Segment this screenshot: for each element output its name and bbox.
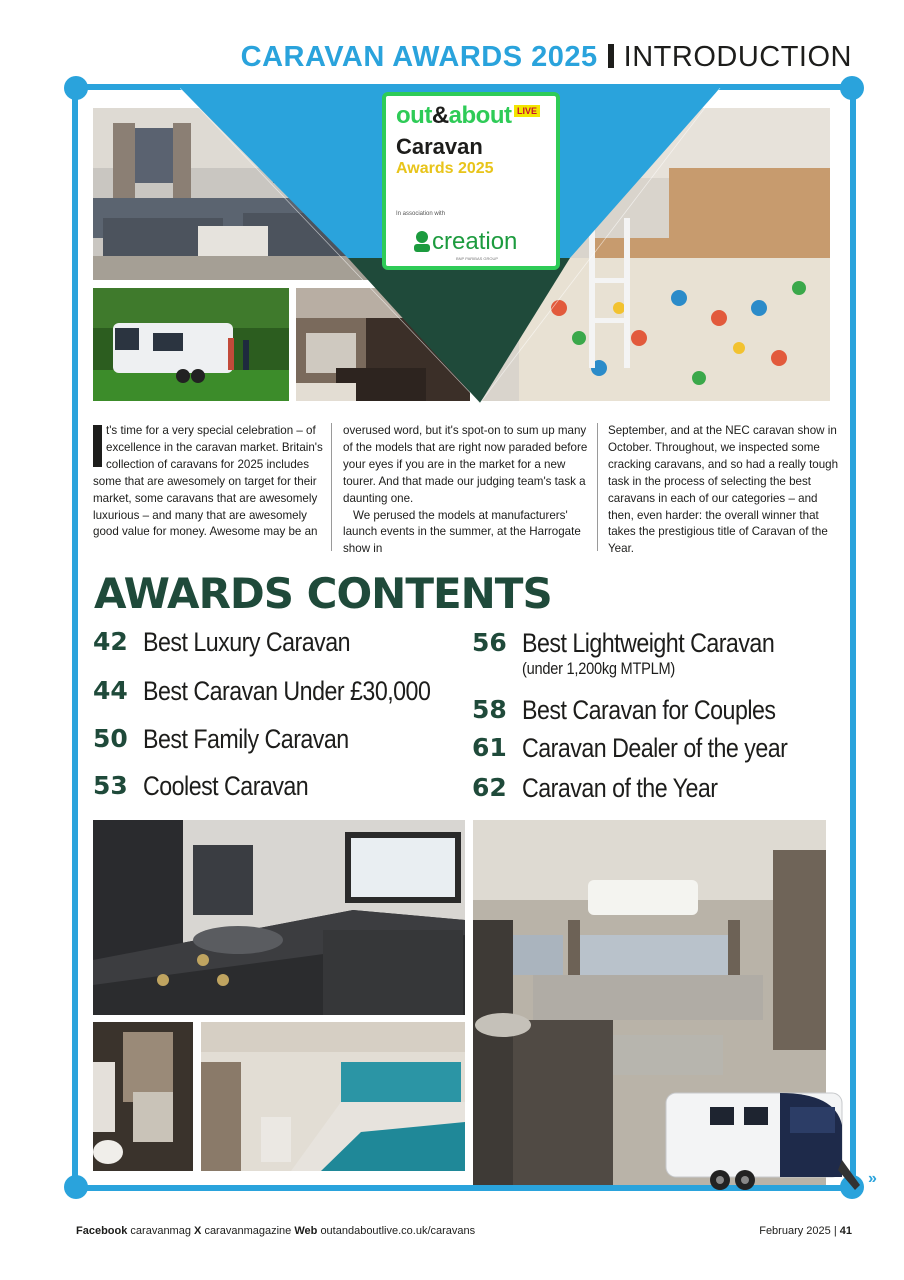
frame-right — [850, 87, 856, 1188]
column-rule — [597, 423, 598, 551]
contents-item[interactable] — [93, 771, 335, 802]
logo-sponsor-sub: BNP PARIBAS GROUP — [456, 256, 499, 261]
contents-item[interactable] — [93, 627, 384, 658]
contents-page-number: 44 — [93, 676, 128, 705]
intro-column-1 — [93, 423, 323, 541]
contents-title: AWARDS CONTENTS — [94, 569, 552, 618]
contents-item-title: Best Lightweight Caravan (under 1,200kg MTPLM) — [522, 628, 775, 678]
contents-item[interactable] — [472, 628, 815, 679]
continue-chevron-icon: » — [868, 1170, 877, 1187]
x-handle[interactable]: caravanmagazine — [204, 1225, 292, 1237]
facebook-handle[interactable]: caravanmag — [130, 1225, 191, 1237]
web-label: Web — [294, 1225, 318, 1237]
header-divider — [608, 44, 614, 68]
logo-line1: Caravan — [396, 134, 483, 159]
caravan-cutout — [660, 1065, 860, 1200]
intro-column-3 — [608, 423, 844, 558]
web-url[interactable]: outandaboutlive.co.uk/caravans — [320, 1225, 476, 1237]
contents-page-number: 42 — [93, 627, 128, 656]
contents-page-number: 50 — [93, 724, 128, 753]
contents-page-number: 61 — [472, 733, 507, 762]
intro-text-2a: overused word, but it's spot-on to sum up many of the models that are right now paraded before your eyes if you are in the market for a new tourer. And that made our judging team's task a daunting one. — [343, 424, 588, 505]
galley-photo — [93, 820, 465, 1015]
contents-item[interactable] — [472, 733, 831, 764]
contents-item-title: Best Caravan Under £30,000 — [143, 676, 431, 706]
contents-item-title: Best Caravan for Couples — [522, 695, 776, 725]
awards-logo — [382, 92, 560, 270]
contents-item[interactable] — [472, 695, 817, 726]
contents-item-title: Best Luxury Caravan — [143, 627, 351, 657]
column-rule — [331, 423, 332, 551]
logo-sponsor: creation — [432, 228, 518, 255]
bedroom-photo — [201, 1022, 465, 1171]
drop-cap-i — [93, 425, 102, 467]
frame-corner-dot — [840, 76, 864, 100]
contents-page-number: 53 — [93, 771, 128, 800]
contents-page-number: 56 — [472, 628, 507, 657]
logo-live-badge: LIVE — [514, 105, 540, 117]
frame-left — [72, 87, 78, 1188]
page-header — [241, 40, 852, 74]
contents-item[interactable] — [472, 773, 749, 804]
logo-line2: Awards 2025 — [396, 160, 494, 177]
intro-text-3: September, and at the NEC caravan show in October. Throughout, we inspected some cracking caravans, and so had a really tough task in the process of selecting the best caravans in each of our categories – and then, even harder: the overall winner that takes the prestigious title of Caravan of the Year. — [608, 424, 839, 556]
contents-item-subtitle: (under 1,200kg MTPLM) — [522, 659, 676, 678]
contents-item-title: Best Family Caravan — [143, 724, 349, 754]
intro-column-2 — [343, 423, 589, 558]
contents-item[interactable] — [93, 724, 382, 755]
facebook-label: Facebook — [76, 1225, 128, 1237]
issue-date: February 2025 | — [759, 1225, 837, 1237]
contents-item-title: Coolest Caravan — [143, 771, 309, 801]
footer-page-info — [759, 1225, 852, 1237]
section-title: CARAVAN AWARDS 2025 — [240, 41, 598, 73]
washroom-photo — [93, 1022, 193, 1171]
logo-association: In association with — [396, 211, 446, 217]
contents-item-title: Caravan Dealer of the year — [522, 733, 788, 763]
contents-item-title: Caravan of the Year — [522, 773, 718, 803]
footer-links — [76, 1225, 475, 1237]
intro-text-1: t's time for a very special celebration – of excellence in the caravan market. Britain's collection of caravans for 2025 includes some that are awesomely on target for their market, some caravans that are awesomely luxurious – and many that are awesomely good value for money. Awesome may be an — [93, 424, 323, 539]
creation-icon — [412, 230, 432, 254]
section-subtitle: INTRODUCTION — [623, 41, 852, 73]
contents-page-number: 58 — [472, 695, 507, 724]
frame-corner-dot — [64, 76, 88, 100]
x-label: X — [194, 1225, 202, 1237]
frame-corner-dot — [64, 1175, 88, 1199]
contents-page-number: 62 — [472, 773, 507, 802]
contents-item[interactable] — [93, 676, 477, 707]
intro-text-2b: We perused the models at manufacturers' launch events in the summer, at the Harrogate show in — [343, 508, 581, 556]
logo-brand: out&about — [396, 102, 512, 129]
page-number: 41 — [839, 1225, 852, 1237]
